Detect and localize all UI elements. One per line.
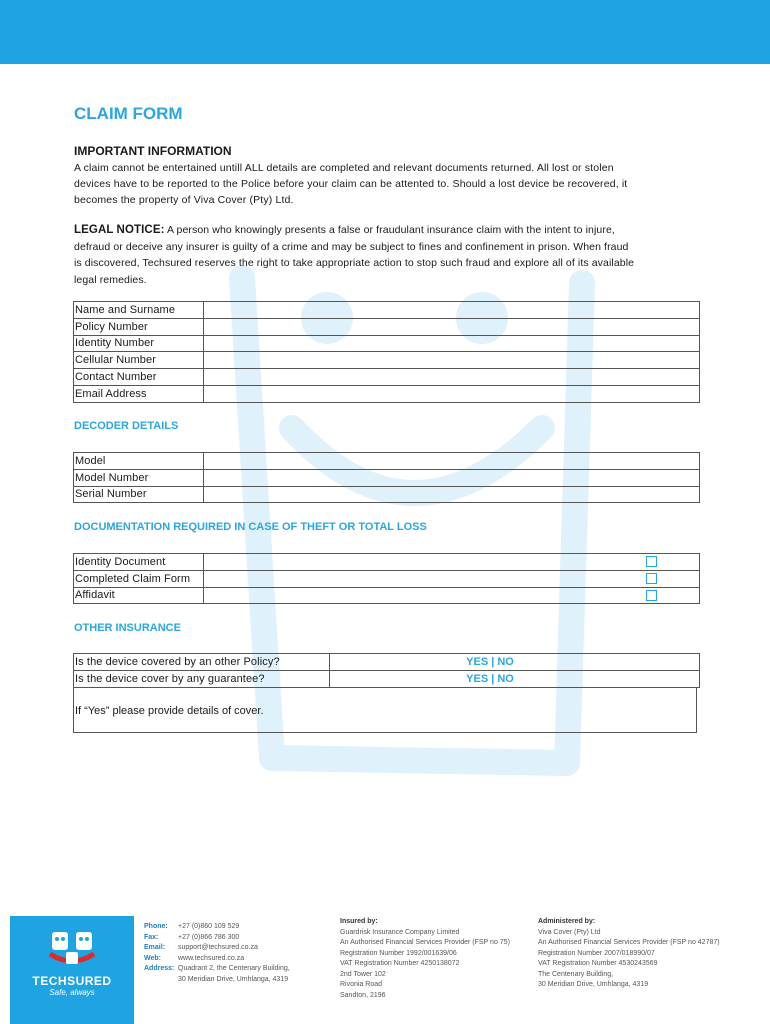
important-text: A claim cannot be entertained untill ALL details are completed and relevant documents returned. All lost or stolen devices have to be reported to the Police before your claim can be attented to. Should a lost device be recovered, it becomes the property of Viva Cover (Pty) Ltd. — [74, 162, 628, 206]
policy-number-field[interactable] — [204, 318, 700, 335]
page-title: CLAIM FORM — [74, 104, 183, 123]
email-address-field[interactable] — [204, 385, 700, 402]
claim-form-checkbox[interactable] — [646, 573, 657, 584]
model-number-field[interactable] — [204, 469, 700, 486]
table-row: Model Number — [74, 469, 700, 486]
personal-details-table — [73, 301, 700, 403]
cover-details-prompt: If “Yes” please provide details of cover. — [75, 705, 264, 717]
table-row: Serial Number — [74, 486, 700, 503]
identity-document-checkbox[interactable] — [646, 556, 657, 567]
table-row: Contact Number — [74, 369, 700, 386]
table-row: Email Address — [74, 385, 700, 402]
other-insurance-table — [73, 653, 700, 688]
table-row: Is the device cover by any guarantee? YES | NO — [74, 670, 700, 687]
name-surname-field[interactable] — [204, 302, 700, 319]
table-row: Model — [74, 453, 700, 470]
table-row: Completed Claim Form — [74, 570, 700, 587]
techsured-logo — [10, 916, 134, 1024]
support-email-link[interactable]: support@techsured.co.za — [178, 944, 258, 951]
logo-tagline: Safe, always — [49, 988, 95, 997]
documentation-heading: DOCUMENTATION REQUIRED IN CASE OF THEFT OR TOTAL LOSS — [74, 521, 427, 533]
other-policy-yes-no[interactable]: YES | NO — [466, 655, 514, 668]
mascot-icon — [10, 916, 134, 974]
table-row: Identity Number — [74, 335, 700, 352]
legal-label: LEGAL NOTICE: — [74, 224, 165, 236]
documentation-table — [73, 553, 700, 604]
table-row: Identity Document — [74, 554, 700, 571]
insured-by-block: Insured by: Guardrisk Insurance Company Limited An Authorised Financial Services Provider (FSP no 75) Registration Number 1992/001639/06 VAT Registration Number 4250138072 2nd Tower 102 Rivonia Road Sandton, 2196 — [340, 918, 510, 999]
other-insurance-heading: OTHER INSURANCE — [74, 622, 181, 634]
decoder-heading: DECODER DETAILS — [74, 420, 179, 432]
cover-details-field[interactable] — [73, 687, 697, 733]
contact-number-field[interactable] — [204, 369, 700, 386]
logo-name: TECHSURED — [32, 974, 112, 988]
top-banner — [0, 0, 770, 64]
serial-number-field[interactable] — [204, 486, 700, 503]
table-row: Is the device covered by an other Policy? YES | NO — [74, 654, 700, 671]
table-row: Cellular Number — [74, 352, 700, 369]
affidavit-checkbox[interactable] — [646, 590, 657, 601]
table-row: Policy Number — [74, 318, 700, 335]
administered-by-block: Administered by: Viva Cover (Pty) Ltd An Authorised Financial Services Provider (FSP no 42787) Registration Number 2007/018990/07 VAT Registration Number 4530243569 The Centenary Building, 30 Meridian Drive, Umhlanga, 4319 — [538, 918, 720, 988]
important-heading: IMPORTANT INFORMATION — [74, 144, 232, 158]
decoder-table — [73, 452, 700, 503]
model-field[interactable] — [204, 453, 700, 470]
guarantee-yes-no[interactable]: YES | NO — [466, 672, 514, 685]
table-row: Name and Surname — [74, 302, 700, 319]
table-row: Affidavit — [74, 587, 700, 604]
contact-block: Phone: +27 (0)860 109 529 Fax: +27 (0)866 786 300 Email: support@techsured.co.za Web: www.techsured.co.za Address: Quadrant 2, the Centenary Building, 30 Meridian Drive, Umhlanga, 4319 — [144, 923, 290, 983]
legal-notice: LEGAL NOTICE: A person who knowingly presents a false or fraudulant insurance claim with the intent to injure, defraud or deceive any insurer is guilty of a crime and may be subject to fines and confinement in prison. When fraud is discovered, Techsured reserves the right to take appropriate action to stop such fraud and explore all of its available legal remedies. — [74, 224, 635, 286]
website-link[interactable]: www.techsured.co.za — [178, 954, 245, 962]
identity-number-field[interactable] — [204, 335, 700, 352]
cellular-number-field[interactable] — [204, 352, 700, 369]
